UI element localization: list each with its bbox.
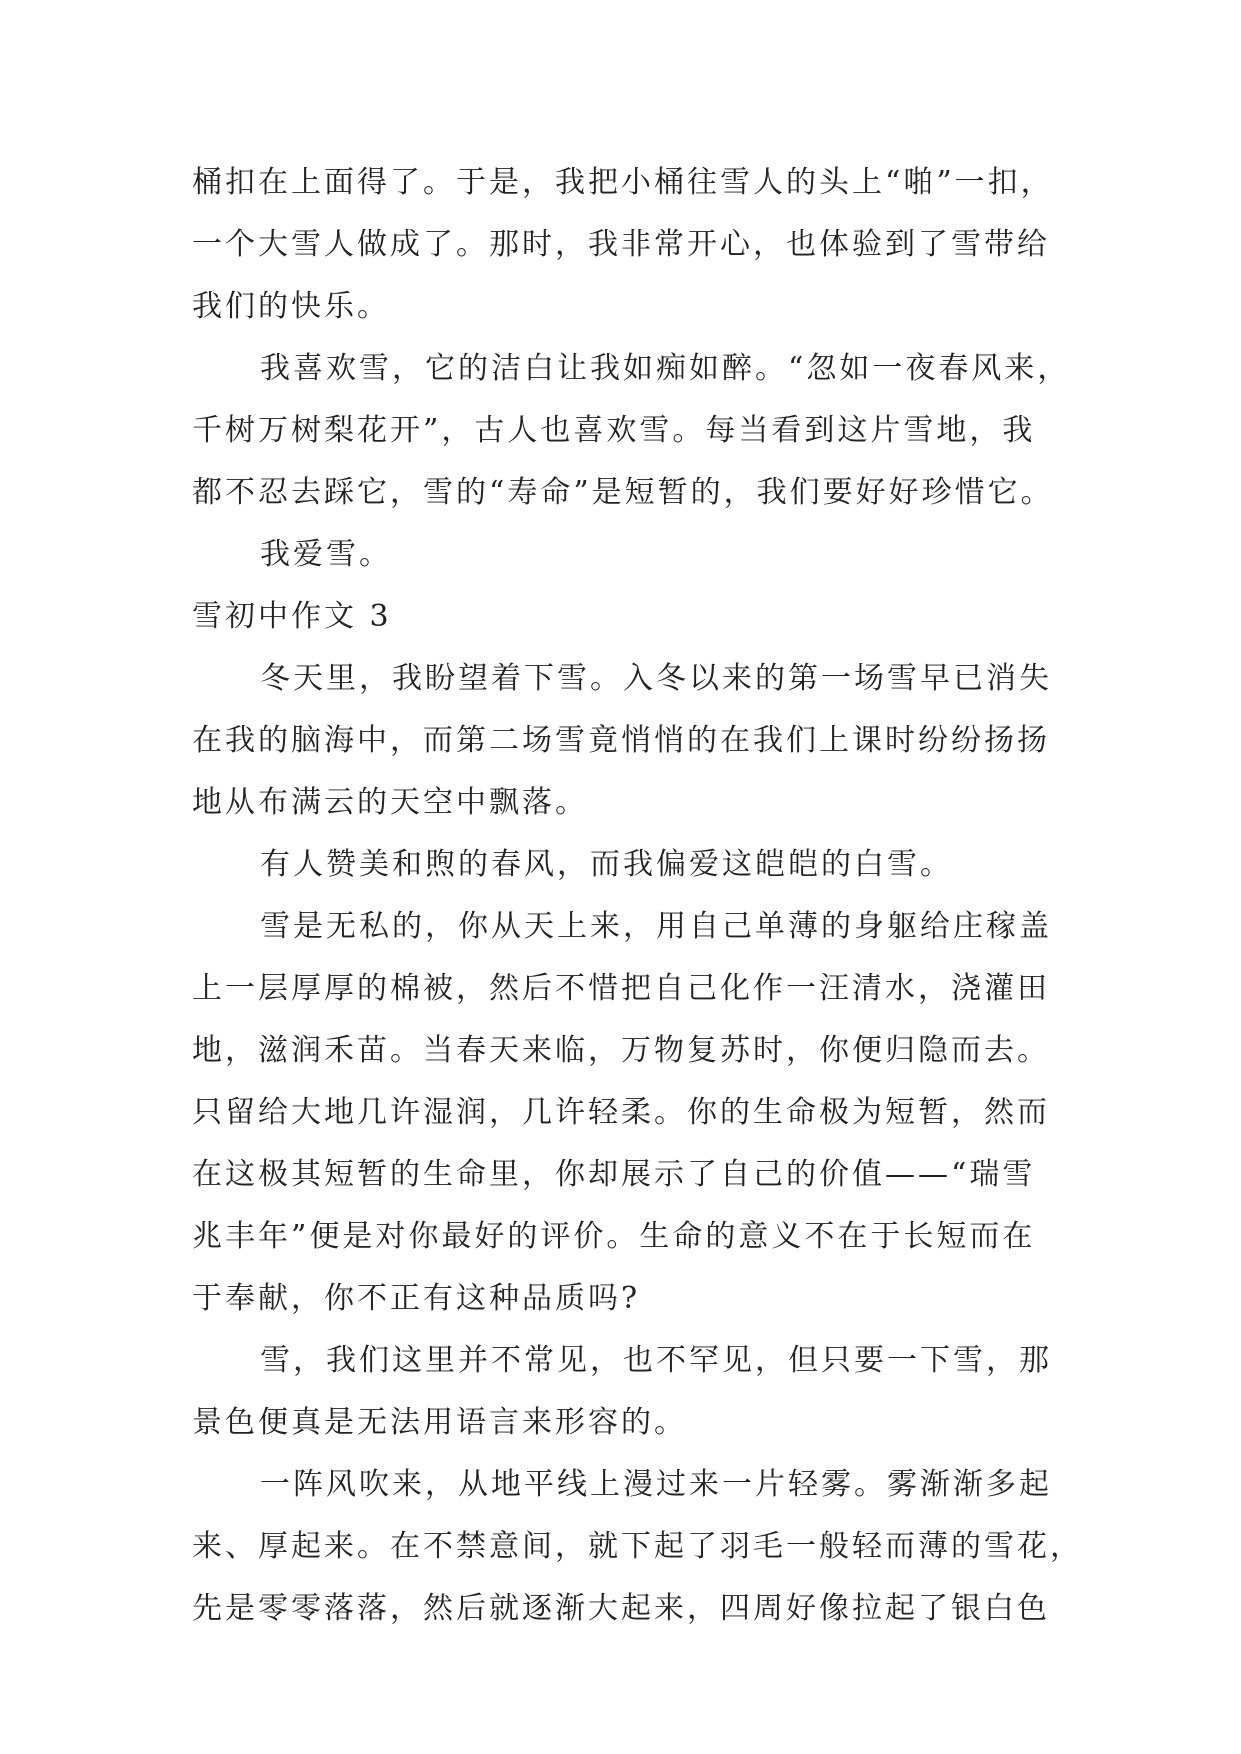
text-line: 上一层厚厚的棉被，然后不惜把自己化作一汪清水，浇灌田 bbox=[192, 971, 1050, 1006]
text-line: 有人赞美和煦的春风，而我偏爱这皑皑的白雪。 bbox=[260, 847, 953, 882]
text-line: 于奉献，你不正有这种品质吗? bbox=[192, 1281, 641, 1316]
text-line: 桶扣在上面得了。于是，我把小桶往雪人的头上“啪”一扣， bbox=[192, 165, 1054, 200]
text-line: 地从布满云的天空中飘落。 bbox=[192, 785, 588, 820]
text-line: 景色便真是无法用语言来形容的。 bbox=[192, 1405, 687, 1440]
paragraph bbox=[192, 338, 1072, 524]
text-line: 在这极其短暂的生命里，你却展示了自己的价值——“瑞雪 bbox=[192, 1157, 1036, 1192]
paragraph bbox=[192, 648, 1072, 834]
text-line: 只留给大地几许湿润，几许轻柔。你的生命极为短暂，然而 bbox=[192, 1095, 1050, 1130]
heading-text: 雪初中作文 3 bbox=[192, 599, 392, 634]
paragraph bbox=[192, 1454, 1083, 1640]
text-line: 来、厚起来。在不禁意间，就下起了羽毛一般轻而薄的雪花， bbox=[192, 1529, 1083, 1564]
document-body bbox=[192, 152, 1083, 1640]
section-heading bbox=[192, 586, 1072, 648]
paragraph bbox=[192, 834, 1072, 896]
paragraph bbox=[192, 524, 1072, 586]
text-line: 冬天里，我盼望着下雪。入冬以来的第一场雪早已消失 bbox=[260, 661, 1052, 696]
paragraph bbox=[192, 896, 1072, 1330]
text-line: 都不忍去踩它，雪的“寿命”是短暂的，我们要好好珍惜它。 bbox=[192, 475, 1054, 510]
text-line: 一个大雪人做成了。那时，我非常开心，也体验到了雪带给 bbox=[192, 227, 1050, 262]
paragraph bbox=[192, 1330, 1072, 1454]
text-line: 地，滋润禾苗。当春天来临，万物复苏时，你便归隐而去。 bbox=[192, 1033, 1050, 1068]
text-line: 一阵风吹来，从地平线上漫过来一片轻雾。雾渐渐多起 bbox=[260, 1467, 1052, 1502]
text-line: 雪是无私的，你从天上来，用自己单薄的身躯给庄稼盖 bbox=[260, 909, 1052, 944]
text-line: 在我的脑海中，而第二场雪竟悄悄的在我们上课时纷纷扬扬 bbox=[192, 723, 1050, 758]
text-line: 我爱雪。 bbox=[260, 537, 392, 572]
text-line: 雪，我们这里并不常见，也不罕见，但只要一下雪，那 bbox=[260, 1343, 1052, 1378]
text-line: 先是零零落落，然后就逐渐大起来，四周好像拉起了银白色 bbox=[192, 1591, 1050, 1626]
text-line: 千树万树梨花开”，古人也喜欢雪。每当看到这片雪地，我 bbox=[192, 413, 1036, 448]
text-line: 兆丰年”便是对你最好的评价。生命的意义不在于长短而在 bbox=[192, 1219, 1036, 1254]
text-line: 我们的快乐。 bbox=[192, 289, 390, 324]
text-line: 我喜欢雪，它的洁白让我如痴如醉。“忽如一夜春风来， bbox=[260, 351, 1071, 386]
paragraph bbox=[192, 152, 1072, 338]
